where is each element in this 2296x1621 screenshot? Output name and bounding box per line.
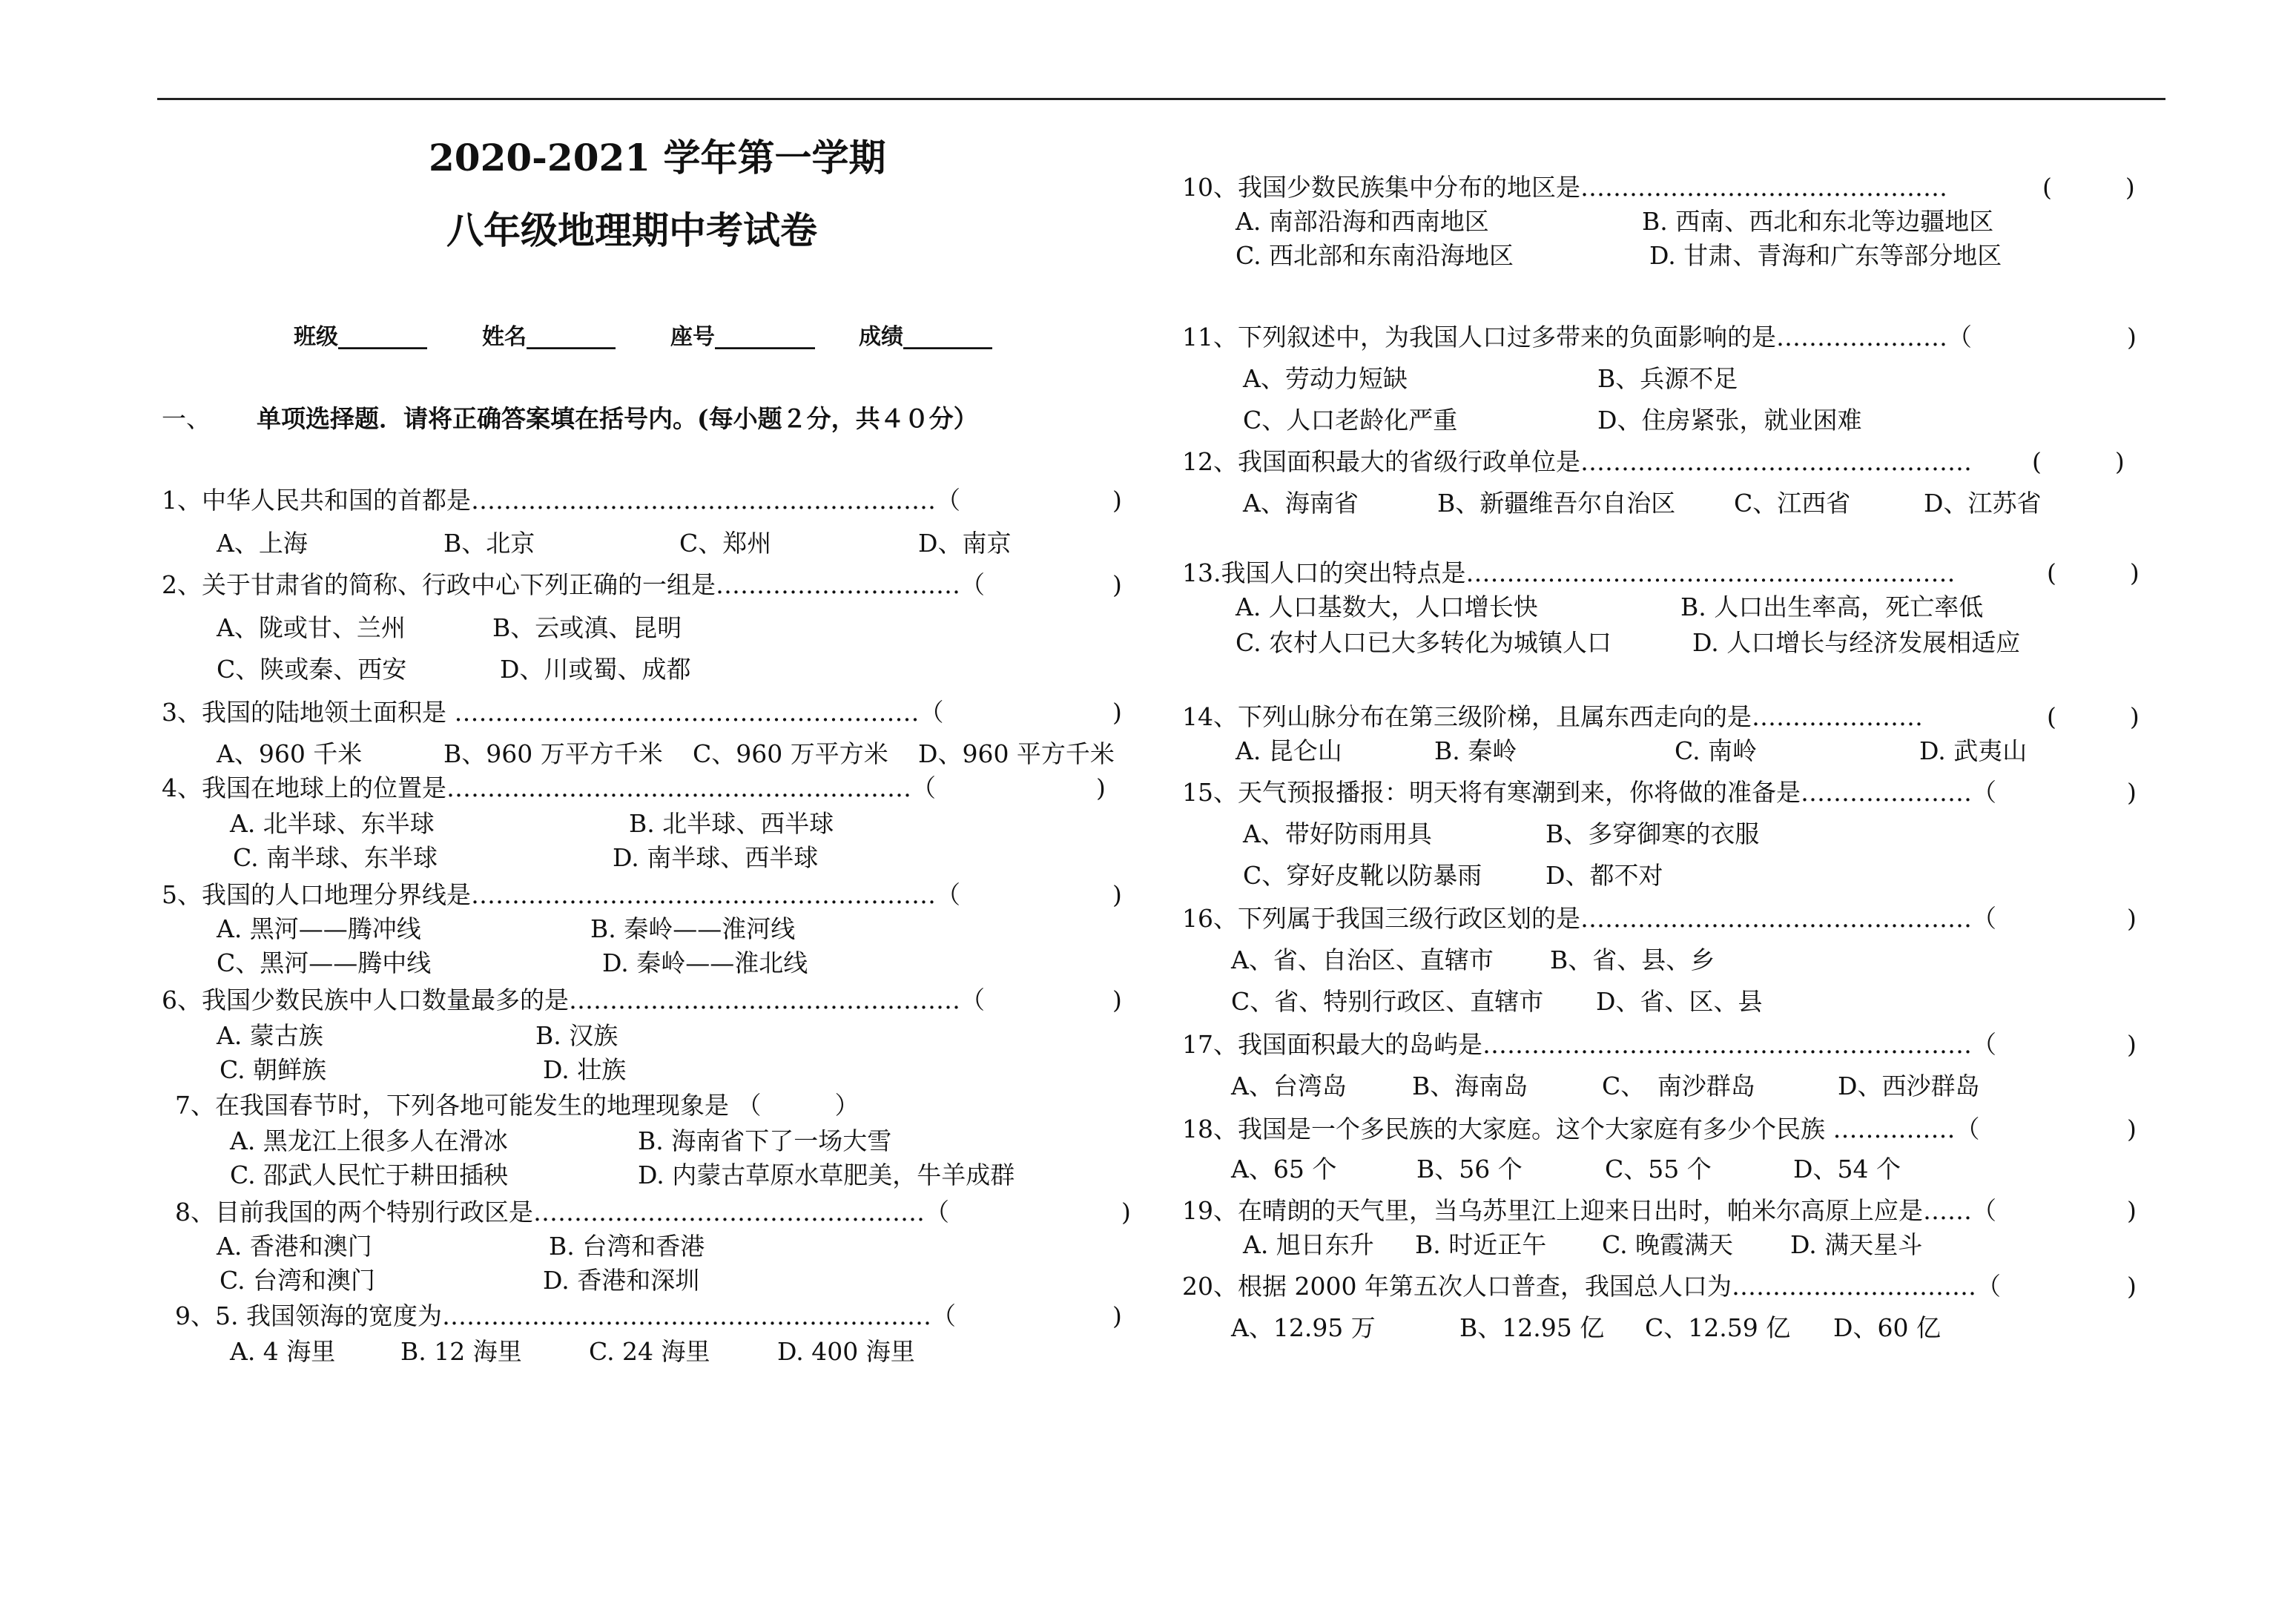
option-c: C、960 万平方米 [693, 739, 888, 768]
answer-paren: ) [1112, 880, 1122, 909]
option-c: C. 晚霞满天 [1602, 1230, 1734, 1259]
option-c: C、人口老龄化严重 [1243, 406, 1458, 435]
option-d: D、江苏省 [1924, 489, 2042, 518]
option-a: A、台湾岛 [1231, 1072, 1347, 1100]
answer-paren: ( ) [2047, 702, 2140, 731]
option-b: B. 台湾和香港 [549, 1232, 705, 1261]
answer-paren: ) [1112, 486, 1122, 515]
option-a: A、陇或甘、兰州 [217, 613, 406, 642]
answer-paren: ) [1112, 698, 1122, 727]
exam-title-term: 2020-2021 学年第一学期 [429, 136, 886, 179]
answer-paren: ) [1112, 1301, 1122, 1330]
option-c: C. 农村人口已大多转化为城镇人口 [1236, 628, 1612, 657]
score-field: 成绩________ [859, 324, 992, 350]
option-b: B. 人口出生率高，死亡率低 [1680, 592, 1984, 621]
option-c: C. 南半球、东半球 [233, 843, 438, 872]
answer-paren: ) [2127, 1196, 2137, 1225]
question-5: 5、我国的人口地理分界线是…………………………………………………（ [162, 880, 960, 909]
option-c: C. 台湾和澳门 [220, 1266, 376, 1295]
option-d: D、省、区、县 [1596, 987, 1763, 1016]
option-a: A、带好防雨用具 [1243, 819, 1432, 848]
option-d: D. 满天星斗 [1790, 1230, 1923, 1259]
class-field: 班级________ [294, 324, 427, 350]
question-3: 3、我国的陆地领土面积是 …………………………………………………（ [162, 698, 944, 727]
option-c: C、穿好皮靴以防暴雨 [1243, 861, 1482, 890]
option-c: C. 邵武人民忙于耕田插秧 [230, 1161, 509, 1189]
option-a: A. 黑龙江上很多人在滑冰 [230, 1126, 508, 1155]
exam-title-subject: 八年级地理期中考试卷 [446, 208, 817, 252]
option-b: B、960 万平方千米 [443, 739, 663, 768]
answer-paren: ) [1121, 1198, 1131, 1227]
answer-paren: ) [2127, 904, 2137, 933]
option-d: D、住房紧张，就业困难 [1597, 406, 1862, 435]
option-b: B、新疆维吾尔自治区 [1437, 489, 1676, 518]
question-12: 12、我国面积最大的省级行政单位是………………………………………… [1182, 447, 1972, 476]
option-a: A. 人口基数大，人口增长快 [1236, 592, 1538, 621]
question-10: 10、我国少数民族集中分布的地区是……………………………………… [1182, 173, 1947, 202]
option-a: A. 旭日东升 [1243, 1230, 1374, 1259]
option-c: C、江西省 [1734, 489, 1851, 518]
section-heading: 单项选择题．请将正确答案填在括号内。(每小题２分，共４０分） [257, 404, 978, 433]
seat-field: 座号_________ [670, 324, 815, 350]
answer-paren: ) [2127, 1115, 2137, 1143]
option-d: D、960 平方千米 [918, 739, 1115, 768]
question-16: 16、下列属于我国三级行政区划的是…………………………………………（ [1182, 904, 1996, 933]
option-b: B. 秦岭——淮河线 [590, 914, 796, 943]
option-c: C、省、特别行政区、直辖市 [1231, 987, 1544, 1016]
answer-paren: ) [1112, 986, 1122, 1014]
question-13: 13.我国人口的突出特点是…………………………………………………… [1182, 558, 1956, 587]
option-d: D. 南半球、西半球 [613, 843, 819, 872]
option-d: D. 武夷山 [1919, 736, 2028, 765]
option-b: B. 秦岭 [1434, 736, 1517, 765]
option-d: D. 甘肃、青海和广东等部分地区 [1649, 241, 2002, 270]
option-b: B、海南岛 [1412, 1072, 1528, 1100]
option-c: C. 西北部和东南沿海地区 [1236, 241, 1514, 270]
answer-paren: ( ) [2042, 173, 2135, 202]
answer-paren: ) [1096, 773, 1106, 802]
option-a: A、上海 [217, 529, 308, 558]
answer-paren: ) [2127, 323, 2137, 351]
option-b: B. 北半球、西半球 [629, 809, 834, 838]
option-a: A、65 个 [1231, 1155, 1337, 1183]
option-c: C. 南岭 [1675, 736, 1758, 765]
question-17: 17、我国面积最大的岛屿是……………………………………………………（ [1182, 1030, 1996, 1059]
question-19: 19、在晴朗的天气里，当乌苏里江上迎来日出时，帕米尔高原上应是……（ [1182, 1196, 1996, 1225]
option-c: C、陕或秦、西安 [217, 655, 407, 684]
question-11: 11、下列叙述中，为我国人口过多带来的负面影响的是…………………（ [1182, 323, 1972, 351]
header-rule [157, 98, 2165, 100]
question-4: 4、我国在地球上的位置是…………………………………………………（ [162, 773, 936, 802]
option-c: C、12.59 亿 [1645, 1313, 1791, 1342]
option-b: B、12.95 亿 [1459, 1313, 1605, 1342]
answer-paren: ( ) [2032, 447, 2125, 476]
question-18: 18、我国是一个多民族的大家庭。这个大家庭有多少个民族 ……………（ [1182, 1115, 1980, 1143]
option-a: A、省、自治区、直辖市 [1231, 945, 1494, 974]
option-b: B. 时近正午 [1415, 1230, 1547, 1259]
option-c: C. 24 海里 [589, 1337, 710, 1366]
option-a: A、劳动力短缺 [1243, 364, 1408, 393]
option-c: C、黑河——腾中线 [217, 948, 432, 977]
option-b: B、北京 [443, 529, 535, 558]
question-6: 6、我国少数民族中人口数量最多的是…………………………………………（ [162, 986, 985, 1014]
option-b: B. 西南、西北和东北等边疆地区 [1642, 207, 1994, 236]
option-a: A. 蒙古族 [217, 1021, 323, 1050]
answer-paren: ) [2127, 1272, 2137, 1301]
option-b: B. 汉族 [535, 1021, 618, 1050]
question-15: 15、天气预报播报：明天将有寒潮到来，你将做的准备是…………………（ [1182, 778, 1996, 807]
option-c: C. 朝鲜族 [220, 1055, 327, 1084]
question-1: 1、中华人民共和国的首都是…………………………………………………（ [162, 486, 960, 515]
option-d: D. 400 海里 [777, 1337, 915, 1366]
option-a: A. 4 海里 [230, 1337, 336, 1366]
section-number: 一、 [162, 404, 211, 433]
option-b: B、省、县、乡 [1550, 945, 1715, 974]
option-a: A. 北半球、东半球 [230, 809, 435, 838]
option-a: A、960 千米 [217, 739, 363, 768]
question-14: 14、下列山脉分布在第三级阶梯，且属东西走向的是………………… [1182, 702, 1923, 731]
answer-paren: ) [2127, 1030, 2137, 1059]
question-2: 2、关于甘肃省的简称、行政中心下列正确的一组是…………………………（ [162, 570, 985, 599]
option-a: A. 香港和澳门 [217, 1232, 372, 1261]
option-b: B、56 个 [1416, 1155, 1523, 1183]
option-d: D、都不对 [1545, 861, 1663, 890]
option-b: B. 海南省下了一场大雪 [638, 1126, 892, 1155]
option-d: D. 人口增长与经济发展相适应 [1692, 628, 2021, 657]
option-d: D、南京 [918, 529, 1012, 558]
option-b: B. 12 海里 [400, 1337, 522, 1366]
question-8: 8、目前我国的两个特别行政区是…………………………………………（ [175, 1198, 949, 1227]
option-c: C、 南沙群岛 [1602, 1072, 1755, 1100]
option-d: D、60 亿 [1833, 1313, 1941, 1342]
answer-paren: ) [1112, 570, 1122, 599]
option-d: D、川或蜀、成都 [500, 655, 691, 684]
option-a: A. 黑河——腾冲线 [217, 914, 421, 943]
option-b: B、多穿御寒的衣服 [1545, 819, 1760, 848]
option-d: D. 香港和深圳 [543, 1266, 700, 1295]
option-b: B、兵源不足 [1597, 364, 1738, 393]
answer-paren: ) [2127, 778, 2137, 807]
option-d: D、54 个 [1793, 1155, 1901, 1183]
option-d: D、西沙群岛 [1838, 1072, 1980, 1100]
option-d: D. 壮族 [543, 1055, 627, 1084]
question-9: 9、5. 我国领海的宽度为……………………………………………………（ [175, 1301, 956, 1330]
option-c: C、郑州 [679, 529, 772, 558]
option-d: D. 秦岭——淮北线 [602, 948, 808, 977]
option-a: A. 南部沿海和西南地区 [1236, 207, 1489, 236]
option-a: A. 昆仑山 [1236, 736, 1342, 765]
answer-paren: ( ) [2047, 558, 2140, 587]
option-a: A、海南省 [1243, 489, 1359, 518]
question-20: 20、根据 2000 年第五次人口普查，我国总人口为…………………………（ [1182, 1272, 2001, 1301]
question-7: 7、在我国春节时，下列各地可能发生的地理现象是 （ ） [175, 1091, 860, 1120]
option-c: C、55 个 [1605, 1155, 1712, 1183]
option-a: A、12.95 万 [1231, 1313, 1376, 1342]
name-field: 姓名________ [482, 324, 616, 350]
option-b: B、云或滇、昆明 [492, 613, 682, 642]
option-d: D. 内蒙古草原水草肥美，牛羊成群 [638, 1161, 1015, 1189]
